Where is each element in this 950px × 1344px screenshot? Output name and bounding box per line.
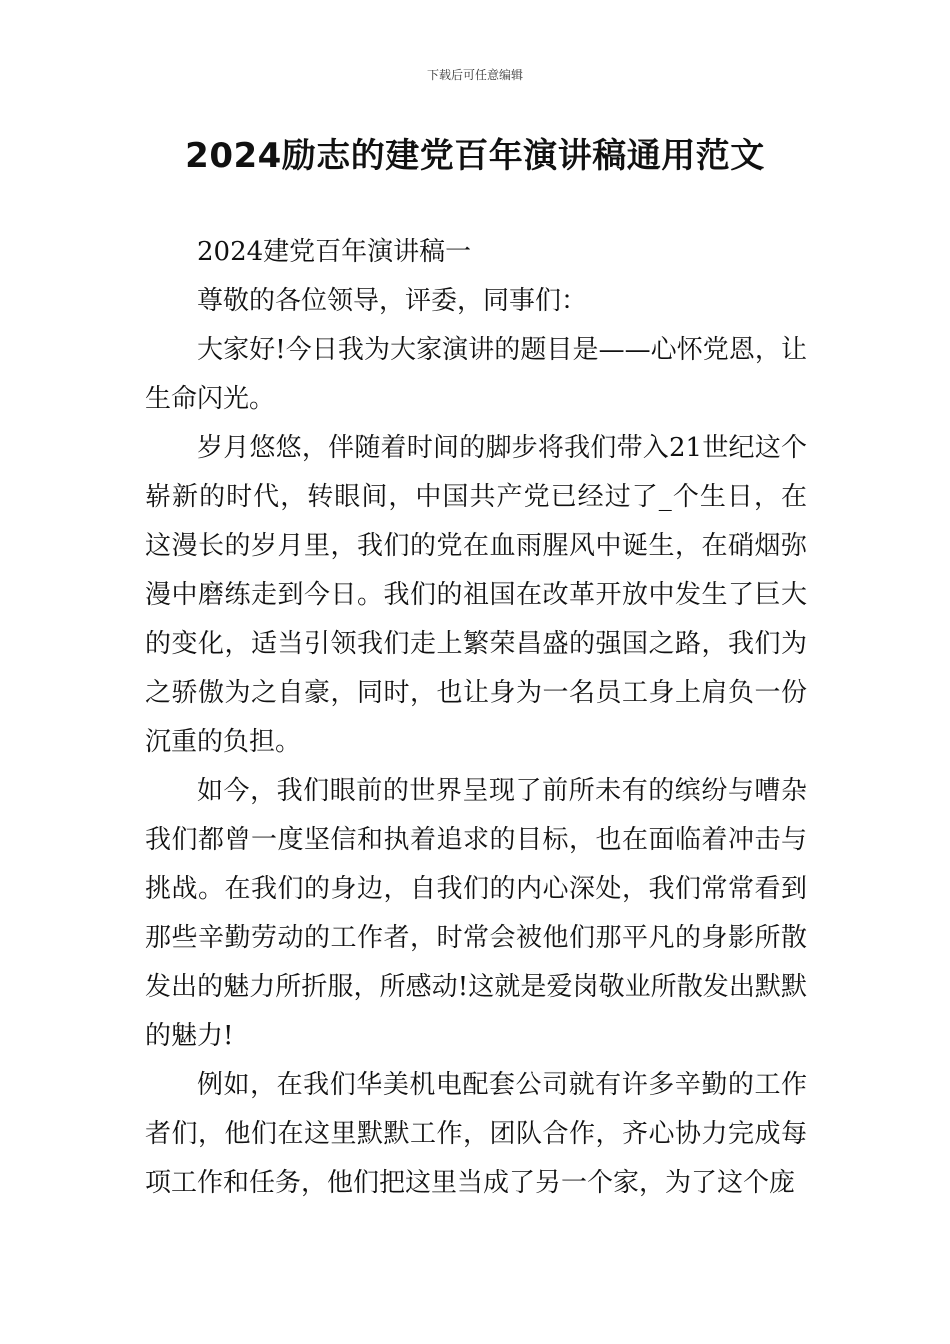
- paragraph: 岁月悠悠，伴随着时间的脚步将我们带入21世纪这个崭新的时代，转眼间，中国共产党已经过了_个生日，在这漫长的岁月里，我们的党在血雨腥风中诞生，在硝烟弥漫中磨练走到今日。我们的祖国在改革开放中发生了巨大的变化，适当引领我们走上繁荣昌盛的强国之路，我们为之骄傲为之自豪，同时，也让身为一名员工身上肩负一份沉重的负担。: [145, 433, 807, 757]
- paragraph: 大家好!今日我为大家演讲的题目是——心怀党恩，让生命闪光。: [145, 335, 807, 414]
- document-body: [145, 228, 807, 1208]
- document-title: 2024励志的建党百年演讲稿通用范文: [185, 136, 765, 176]
- paragraph-salutation: 尊敬的各位领导，评委，同事们：: [197, 286, 588, 316]
- paragraph: 例如，在我们华美机电配套公司就有许多辛勤的工作者们，他们在这里默默工作，团队合作，齐心协力完成每项工作和任务，他们把这里当成了另一个家，为了这个庞: [145, 1070, 807, 1198]
- paragraph: 如今，我们眼前的世界呈现了前所未有的缤纷与嘈杂我们都曾一度坚信和执着追求的目标，也在面临着冲击与挑战。在我们的身边，自我们的内心深处，我们常常看到那些辛勤劳动的工作者，时常会被他们那平凡的身影所散发出的魅力所折服，所感动!这就是爱岗敬业所散发出默默的魅力!: [145, 776, 807, 1051]
- paragraph-heading: 2024建党百年演讲稿一: [197, 237, 472, 267]
- header-note: 下载后可任意编辑: [426, 68, 523, 82]
